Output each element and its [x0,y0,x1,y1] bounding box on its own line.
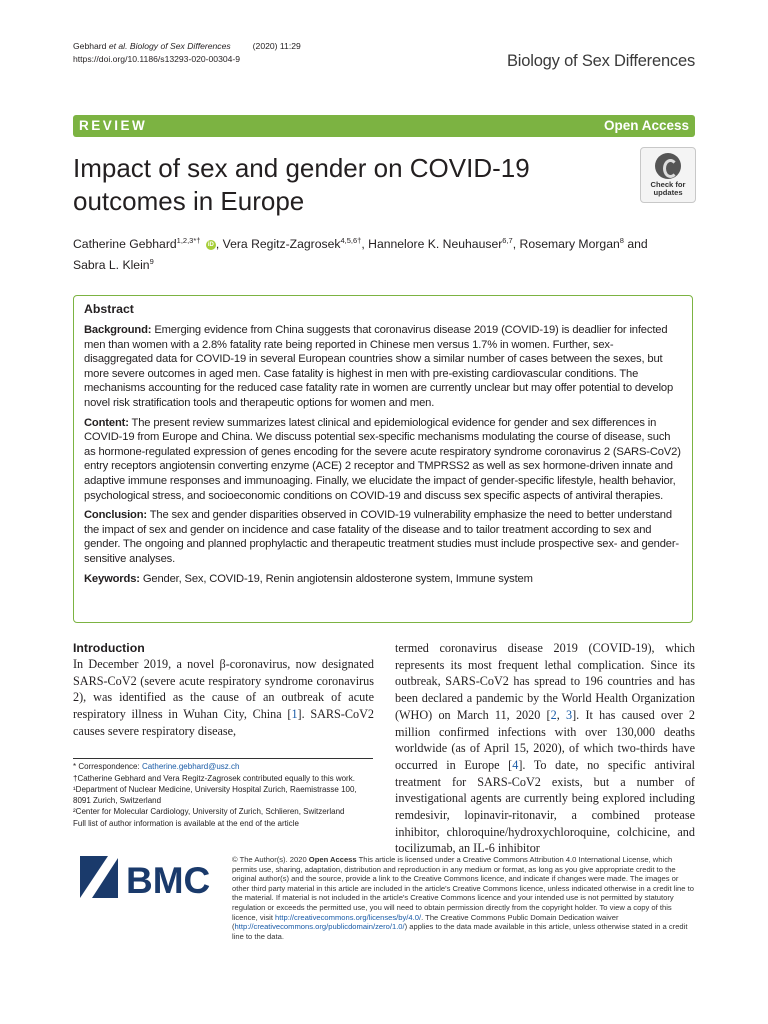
article-type-banner [73,115,695,137]
author-name[interactable]: Catherine Gebhard [73,237,177,252]
bmc-logo [78,852,218,902]
abstract-heading: Abstract [84,302,134,316]
correspondence-email[interactable]: Catherine.gebhard@usz.ch [141,762,240,771]
author-info-note: Full list of author information is available at the end of the article [73,818,299,828]
abstract-keywords: Keywords: Gender, Sex, COVID-19, Renin angiotensin aldosterone system, Immune system [84,572,533,585]
citation-link[interactable]: 1 [291,707,298,722]
abstract-conclusion: Conclusion: The sex and gender disparities observed in COVID-19 vulnerability emphasize the need to better understand the impact of sex and gender on incidence and case fatality of the disease and to tailor treatment according to sex and gender. The ongoing and planned prophylactic and therapeutic treatment studies must include prospective sex- and gender-sensitive analyses. [84,509,680,565]
journal-name: Biology of Sex Differences [506,52,695,70]
author-affiliation: 8 [619,236,624,245]
public-domain-link[interactable]: http://creativecommons.org/publicdomain/zero/1.0/ [234,922,405,932]
author-name[interactable]: Vera Regitz-Zagrosek [222,237,341,252]
check-for-updates-button[interactable] [640,147,696,203]
equal-contribution-note: †Catherine Gebhard and Vera Regitz-Zagrosek contributed equally to this work. [73,773,355,783]
orcid-icon[interactable]: iD [207,241,214,248]
affiliation-2: ²Center for Molecular Cardiology, University of Zurich, Schlieren, Switzerland [73,807,345,817]
author-affiliation: 1,2,3*† [176,236,201,245]
abstract-content: Content: The present review summarizes latest clinical and epidemiological evidence for gender and sex differences in COVID-19 from Europe and China. We discuss potential sex-specific mechanisms modulating the course of disease, such as hormone-regulated expression of genes encoding for the severe acute respiratory syndrome coronavirus 2 (SARS-CoV2) entry receptors angiotensin converting enzyme (ACE) 2 receptor and TMPRSS2 as well as sex hormone-driven innate and adaptive immune responses and immunoaging. Finally, we elucidate the impact of gender-specific lifestyle, health behavior, psychological stress, and socioeconomic conditions on COVID-19 and discuss sex specific aspects of antiviral therapies. [84,416,681,502]
license-link[interactable]: http://creativecommons.org/licenses/by/4.0/ [275,912,422,922]
citation-author: Gebhard [73,41,107,51]
intro-paragraph: In December 2019, a novel β-coronavirus, now designated SARS-CoV2 (severe acute respiratory syndrome coronavirus 2), was identified as the cause of an outbreak of acute respiratory illness in Wuhan City, China [1]. SARS-CoV2 causes severe respiratory disease, [73,657,374,738]
correspondence: * Correspondence: Catherine.gebhard@usz.ch [73,762,240,771]
abstract-background: Background: Emerging evidence from China suggests that coronavirus disease 2019 (COVID-19) is deadlier for infected men than women with a 2.8% fatality rate being reported in Chinese men versus 1.7% in women. Further, sex-disaggregated data for COVID-19 in several European countries show a similar number of cases between the sexes, but more severe outcomes in aged men. Case fatality is highest in men with pre-existing cardiovascular conditions. The mechanisms accounting for the reduced case fatality rate in women are currently unclear but may offer potential to develop novel risk stratification tools and therapeutic options for women and men. [84,324,674,409]
open-access-label: Open Access [603,118,689,133]
intro-paragraph-continued: termed coronavirus disease 2019 (COVID-19), which represents its most frequent lethal complication. Since its outbreak, SARS-CoV2 has spread to 196 countries and has been declared a pandemic by the World Health Organization (WHO) on March 11, 2020 [2, 3]. It has caused over 2 million confirmed infections with over 130,000 deaths worldwide (as of April 15, 2020), of which two-thirds have occurred in Europe [4]. To date, no specific antiviral treatment for SARS-CoV2 exists, but a number of investigational agents are currently being explored including remdesivir, lopinavir-ritonavir, a combined protease inhibitor, chloroquine/hydroxychloroquine, colchicine, and tocilizumab, an IL-6 inhibitor [395,641,696,856]
intro-column-right [395,640,695,857]
author-name[interactable]: Rosemary Morgan [519,237,620,252]
license-text: © The Author(s). 2020 Open Access This article is licensed under a Creative Commons Attribution 4.0 International License, which permits use, sharing, adaptation, distribution and reproduction in any medium or format, as long as you give appropriate credit to the original author(s) and the source, provide a link to the Creative Commons licence, and indicate if changes were made. The images or other third party material in this article are included in the article's Creative Commons licence, unless indicated otherwise in a credit line to the material. If material is not included in the article's Creative Commons licence and your intended use is not permitted by statutory regulation or exceeds the permitted use, you will need to obtain permission directly from the copyright holder. To view a copy of this licence, visit http://creativecommons.org/licenses/by/4.0/. The Creative Commons Public Domain Dedication waiver (http://creativecommons.org/publicdomain/zero/1.0/) applies to the data made available in this article, unless otherwise stated in a credit line to the data. [232,855,694,941]
abstract-box [73,295,693,623]
check-for-updates-label: Check for updates [650,180,686,197]
article-type: REVIEW [79,118,148,133]
doi-link[interactable]: https://doi.org/10.1186/s13293-020-00304-9 [73,54,241,64]
introduction-heading: Introduction [73,641,145,655]
author-affiliation: 9 [149,257,154,267]
author-name[interactable]: Sabra L. Klein [73,258,150,273]
footnote-divider [73,758,373,759]
author-affiliation: 6,7 [502,236,513,245]
citation-link[interactable]: 2 [550,707,557,722]
citation-etal: et al. [108,41,128,51]
citation-link[interactable]: 4 [512,757,519,772]
author-list: Catherine Gebhard$^{1,2,3*\dagger}$ iD , Vera Regitz-Zagrosek$^{4,5,6\dagger}$, Hannelore K. Neuhauser$^{6,7}$, Rosemary Morgan$^8$ and Sabra L. Klein$^9$ [73,236,652,273]
citation-journal: Biology of Sex Differences [129,41,231,51]
bmc-logo-text: BMC [126,860,211,901]
affiliation-1: ¹Department of Nuclear Medicine, University Hospital Zurich, Raemistrasse 100, 8091 Zurich, Switzerland [73,785,357,805]
author-name[interactable]: Hannelore K. Neuhauser [368,237,503,252]
citation-header [73,40,301,66]
update-icon [655,153,681,179]
citation-year-volume: (2020) 11:29 [252,41,301,51]
intro-column-left [73,640,374,740]
author-affiliation: 4,5,6† [340,236,362,245]
article-title: Impact of sex and gender on COVID-19 outcomes in Europe [73,153,530,216]
citation-link[interactable]: 3 [566,707,573,722]
footnotes [73,762,373,831]
